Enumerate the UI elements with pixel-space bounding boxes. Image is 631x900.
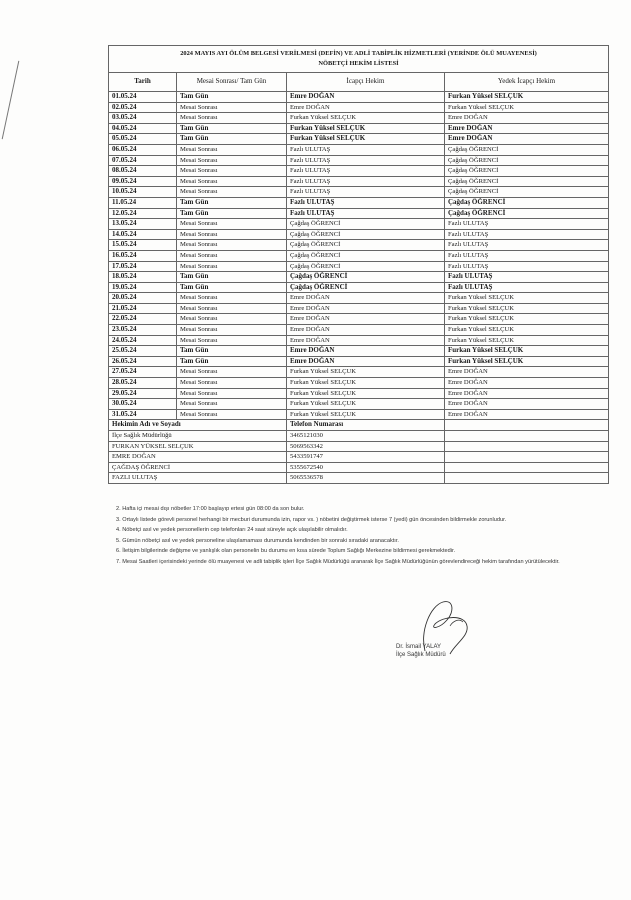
shift-type-cell: Mesai Sonrası bbox=[177, 314, 287, 325]
table-row bbox=[109, 219, 609, 230]
backup-doctor-cell: Çağdaş ÖĞRENCİ bbox=[445, 155, 609, 166]
contact-phone-cell: 5355672540 bbox=[287, 462, 445, 473]
contact-phone-cell: 3465121030 bbox=[287, 431, 445, 442]
backup-doctor-cell: Furkan Yüksel SELÇUK bbox=[445, 346, 609, 357]
contact-phone-cell: 5065536578 bbox=[287, 473, 445, 484]
backup-doctor-cell: Furkan Yüksel SELÇUK bbox=[445, 293, 609, 304]
backup-doctor-cell: Fazlı ULUTAŞ bbox=[445, 272, 609, 283]
main-doctor-cell: Emre DOĞAN bbox=[287, 335, 445, 346]
column-header-backup-doctor: Yedek İcapçı Hekim bbox=[445, 73, 609, 92]
note-item: 6. İletişim bilgilerinde değişme ve yanlışlık olan personelin bu durumu en kısa sürede Toplum Sağlığı Merkezine bildirmesi gerekmektedir. bbox=[116, 548, 456, 555]
backup-doctor-cell: Fazlı ULUTAŞ bbox=[445, 219, 609, 230]
main-doctor-cell: Emre DOĞAN bbox=[287, 356, 445, 367]
main-doctor-cell: Çağdaş ÖĞRENCİ bbox=[287, 261, 445, 272]
date-cell: 16.05.24 bbox=[109, 250, 177, 261]
table-row bbox=[109, 378, 609, 389]
date-cell: 26.05.24 bbox=[109, 356, 177, 367]
contact-phone-cell: 5433591747 bbox=[287, 452, 445, 463]
main-doctor-cell: Çağdaş ÖĞRENCİ bbox=[287, 250, 445, 261]
contact-name-cell: FAZLI ULUTAŞ bbox=[109, 473, 287, 484]
main-doctor-cell: Emre DOĞAN bbox=[287, 303, 445, 314]
table-row bbox=[109, 303, 609, 314]
main-doctor-cell: Furkan Yüksel SELÇUK bbox=[287, 123, 445, 134]
date-cell: 25.05.24 bbox=[109, 346, 177, 357]
main-doctor-cell: Furkan Yüksel SELÇUK bbox=[287, 134, 445, 145]
table-row bbox=[109, 166, 609, 177]
contact-row bbox=[109, 473, 609, 484]
shift-type-cell: Mesai Sonrası bbox=[177, 378, 287, 389]
contact-row bbox=[109, 431, 609, 442]
main-doctor-cell: Furkan Yüksel SELÇUK bbox=[287, 113, 445, 124]
column-header-main-doctor: İcapçı Hekim bbox=[287, 73, 445, 92]
table-header-row bbox=[109, 73, 609, 92]
main-doctor-cell: Emre DOĞAN bbox=[287, 314, 445, 325]
shift-type-cell: Mesai Sonrası bbox=[177, 399, 287, 410]
duty-schedule-table bbox=[108, 45, 609, 484]
contact-name-cell: FURKAN YÜKSEL SELÇUK bbox=[109, 441, 287, 452]
shift-type-cell: Mesai Sonrası bbox=[177, 155, 287, 166]
backup-doctor-cell: Emre DOĞAN bbox=[445, 388, 609, 399]
shift-type-cell: Tam Gün bbox=[177, 134, 287, 145]
date-cell: 31.05.24 bbox=[109, 409, 177, 420]
table-row bbox=[109, 409, 609, 420]
contact-row bbox=[109, 441, 609, 452]
shift-type-cell: Mesai Sonrası bbox=[177, 409, 287, 420]
empty-cell bbox=[445, 420, 609, 431]
table-row bbox=[109, 113, 609, 124]
table-row bbox=[109, 272, 609, 283]
backup-doctor-cell: Çağdaş ÖĞRENCİ bbox=[445, 144, 609, 155]
backup-doctor-cell: Furkan Yüksel SELÇUK bbox=[445, 314, 609, 325]
date-cell: 28.05.24 bbox=[109, 378, 177, 389]
main-doctor-cell: Fazlı ULUTAŞ bbox=[287, 197, 445, 208]
shift-type-cell: Mesai Sonrası bbox=[177, 335, 287, 346]
backup-doctor-cell: Çağdaş ÖĞRENCİ bbox=[445, 176, 609, 187]
backup-doctor-cell: Çağdaş ÖĞRENCİ bbox=[445, 208, 609, 219]
backup-doctor-cell: Çağdaş ÖĞRENCİ bbox=[445, 197, 609, 208]
date-cell: 05.05.24 bbox=[109, 134, 177, 145]
date-cell: 03.05.24 bbox=[109, 113, 177, 124]
backup-doctor-cell: Emre DOĞAN bbox=[445, 399, 609, 410]
backup-doctor-cell: Furkan Yüksel SELÇUK bbox=[445, 92, 609, 103]
paper-edge-mark bbox=[2, 61, 20, 139]
date-cell: 30.05.24 bbox=[109, 399, 177, 410]
shift-type-cell: Mesai Sonrası bbox=[177, 113, 287, 124]
table-row bbox=[109, 346, 609, 357]
table-row bbox=[109, 399, 609, 410]
shift-type-cell: Tam Gün bbox=[177, 346, 287, 357]
shift-type-cell: Mesai Sonrası bbox=[177, 176, 287, 187]
table-row bbox=[109, 293, 609, 304]
main-doctor-cell: Fazlı ULUTAŞ bbox=[287, 155, 445, 166]
signature-name: Dr. İsmail YALAY bbox=[396, 644, 442, 650]
note-item: 7. Mesai Saatleri içerisindeki yerinde ölü muayenesi ve adli tabiplik işleri İlçe Sağlık Müdürlüğü aranarak İlçe Sağlık Müdürlüğünün görevlendireceği hekim tarafından yürütülecektir. bbox=[116, 558, 560, 565]
table-row bbox=[109, 102, 609, 113]
column-header-type: Mesai Sonrası/ Tam Gün bbox=[177, 73, 287, 92]
table-row bbox=[109, 187, 609, 198]
contact-row bbox=[109, 462, 609, 473]
backup-doctor-cell: Fazlı ULUTAŞ bbox=[445, 240, 609, 251]
shift-type-cell: Mesai Sonrası bbox=[177, 325, 287, 336]
date-cell: 11.05.24 bbox=[109, 197, 177, 208]
table-row bbox=[109, 155, 609, 166]
empty-cell bbox=[445, 441, 609, 452]
date-cell: 19.05.24 bbox=[109, 282, 177, 293]
shift-type-cell: Mesai Sonrası bbox=[177, 388, 287, 399]
date-cell: 06.05.24 bbox=[109, 144, 177, 155]
table-row bbox=[109, 123, 609, 134]
shift-type-cell: Tam Gün bbox=[177, 356, 287, 367]
contact-name-cell: İlçe Sağlık Müdürlüğü bbox=[109, 431, 287, 442]
table-row bbox=[109, 261, 609, 272]
table-row bbox=[109, 325, 609, 336]
backup-doctor-cell: Fazlı ULUTAŞ bbox=[445, 229, 609, 240]
table-row bbox=[109, 367, 609, 378]
backup-doctor-cell: Furkan Yüksel SELÇUK bbox=[445, 335, 609, 346]
shift-type-cell: Tam Gün bbox=[177, 282, 287, 293]
date-cell: 27.05.24 bbox=[109, 367, 177, 378]
table-row bbox=[109, 314, 609, 325]
main-doctor-cell: Emre DOĞAN bbox=[287, 325, 445, 336]
table-row bbox=[109, 250, 609, 261]
table-row bbox=[109, 356, 609, 367]
backup-doctor-cell: Çağdaş ÖĞRENCİ bbox=[445, 166, 609, 177]
table-row bbox=[109, 388, 609, 399]
table-row bbox=[109, 144, 609, 155]
shift-type-cell: Mesai Sonrası bbox=[177, 187, 287, 198]
main-doctor-cell: Fazlı ULUTAŞ bbox=[287, 187, 445, 198]
contact-phone-cell: 5069563342 bbox=[287, 441, 445, 452]
contacts-header-row bbox=[109, 420, 609, 431]
contact-name-cell: EMRE DOĞAN bbox=[109, 452, 287, 463]
main-doctor-cell: Çağdaş ÖĞRENCİ bbox=[287, 229, 445, 240]
date-cell: 15.05.24 bbox=[109, 240, 177, 251]
main-doctor-cell: Çağdaş ÖĞRENCİ bbox=[287, 272, 445, 283]
date-cell: 10.05.24 bbox=[109, 187, 177, 198]
note-item: 3. Ortaylı listede görevli personel herhangi bir mecburi durumunda izin, rapor vs. ) nöbetini değiştirmek isterse 7 (yedi) gün öncesinden bildirmekle zorunludur. bbox=[116, 516, 507, 523]
shift-type-cell: Mesai Sonrası bbox=[177, 144, 287, 155]
signature-title: İlçe Sağlık Müdürü bbox=[396, 652, 446, 658]
title-line-2: NÖBETÇİ HEKİM LİSTESİ bbox=[318, 60, 399, 67]
backup-doctor-cell: Çağdaş ÖĞRENCİ bbox=[445, 187, 609, 198]
document-title bbox=[109, 46, 609, 73]
backup-doctor-cell: Furkan Yüksel SELÇUK bbox=[445, 325, 609, 336]
backup-doctor-cell: Furkan Yüksel SELÇUK bbox=[445, 303, 609, 314]
date-cell: 12.05.24 bbox=[109, 208, 177, 219]
date-cell: 20.05.24 bbox=[109, 293, 177, 304]
shift-type-cell: Mesai Sonrası bbox=[177, 303, 287, 314]
main-doctor-cell: Emre DOĞAN bbox=[287, 293, 445, 304]
shift-type-cell: Mesai Sonrası bbox=[177, 250, 287, 261]
backup-doctor-cell: Emre DOĞAN bbox=[445, 134, 609, 145]
shift-type-cell: Mesai Sonrası bbox=[177, 166, 287, 177]
main-doctor-cell: Furkan Yüksel SELÇUK bbox=[287, 367, 445, 378]
column-header-date: Tarih bbox=[109, 73, 177, 92]
main-doctor-cell: Fazlı ULUTAŞ bbox=[287, 166, 445, 177]
empty-cell bbox=[445, 452, 609, 463]
contacts-header-phone: Telefon Numarası bbox=[287, 420, 445, 431]
empty-cell bbox=[445, 473, 609, 484]
date-cell: 14.05.24 bbox=[109, 229, 177, 240]
table-row bbox=[109, 208, 609, 219]
main-doctor-cell: Furkan Yüksel SELÇUK bbox=[287, 409, 445, 420]
note-item: 5. Gümün nöbetçi asıl ve yedek personeline ulaşılamaması durumunda kendinden bir sonraki sıradaki aranacaktır. bbox=[116, 537, 399, 544]
date-cell: 13.05.24 bbox=[109, 219, 177, 230]
table-row bbox=[109, 134, 609, 145]
date-cell: 04.05.24 bbox=[109, 123, 177, 134]
title-line-1: 2024 MAYIS AYI ÖLÜM BELGESİ VERİLMESİ (DEFİN) VE ADLİ TABİPLİK HİZMETLERİ (YERİNDE ÖLÜ MUAYENESİ) bbox=[180, 50, 537, 57]
notes-section bbox=[116, 506, 611, 570]
main-doctor-cell: Fazlı ULUTAŞ bbox=[287, 208, 445, 219]
date-cell: 17.05.24 bbox=[109, 261, 177, 272]
backup-doctor-cell: Emre DOĞAN bbox=[445, 378, 609, 389]
shift-type-cell: Mesai Sonrası bbox=[177, 367, 287, 378]
table-row bbox=[109, 282, 609, 293]
main-doctor-cell: Furkan Yüksel SELÇUK bbox=[287, 378, 445, 389]
backup-doctor-cell: Fazlı ULUTAŞ bbox=[445, 261, 609, 272]
shift-type-cell: Mesai Sonrası bbox=[177, 229, 287, 240]
table-row bbox=[109, 229, 609, 240]
note-item: 4. Nöbetçi asıl ve yedek personellerin cep telefonları 24 saat süreyle açık ulaşılabilir olmalıdır. bbox=[116, 527, 348, 534]
date-cell: 09.05.24 bbox=[109, 176, 177, 187]
shift-type-cell: Tam Gün bbox=[177, 123, 287, 134]
shift-type-cell: Mesai Sonrası bbox=[177, 102, 287, 113]
contacts-header-name: Hekimin Adı ve Soyadı bbox=[109, 420, 287, 431]
table-row bbox=[109, 197, 609, 208]
shift-type-cell: Tam Gün bbox=[177, 208, 287, 219]
empty-cell bbox=[445, 462, 609, 473]
main-doctor-cell: Emre DOĞAN bbox=[287, 92, 445, 103]
contact-row bbox=[109, 452, 609, 463]
main-doctor-cell: Furkan Yüksel SELÇUK bbox=[287, 399, 445, 410]
empty-cell bbox=[445, 431, 609, 442]
main-doctor-cell: Fazlı ULUTAŞ bbox=[287, 144, 445, 155]
main-doctor-cell: Furkan Yüksel SELÇUK bbox=[287, 388, 445, 399]
backup-doctor-cell: Emre DOĞAN bbox=[445, 123, 609, 134]
shift-type-cell: Mesai Sonrası bbox=[177, 293, 287, 304]
backup-doctor-cell: Emre DOĞAN bbox=[445, 113, 609, 124]
shift-type-cell: Tam Gün bbox=[177, 92, 287, 103]
main-doctor-cell: Çağdaş ÖĞRENCİ bbox=[287, 282, 445, 293]
signature-block bbox=[396, 643, 446, 659]
main-doctor-cell: Fazlı ULUTAŞ bbox=[287, 176, 445, 187]
table-row bbox=[109, 176, 609, 187]
backup-doctor-cell: Fazlı ULUTAŞ bbox=[445, 282, 609, 293]
date-cell: 24.05.24 bbox=[109, 335, 177, 346]
main-doctor-cell: Emre DOĞAN bbox=[287, 102, 445, 113]
date-cell: 07.05.24 bbox=[109, 155, 177, 166]
shift-type-cell: Mesai Sonrası bbox=[177, 219, 287, 230]
date-cell: 22.05.24 bbox=[109, 314, 177, 325]
shift-type-cell: Mesai Sonrası bbox=[177, 261, 287, 272]
backup-doctor-cell: Emre DOĞAN bbox=[445, 409, 609, 420]
main-doctor-cell: Çağdaş ÖĞRENCİ bbox=[287, 219, 445, 230]
table-row bbox=[109, 240, 609, 251]
date-cell: 21.05.24 bbox=[109, 303, 177, 314]
backup-doctor-cell: Furkan Yüksel SELÇUK bbox=[445, 102, 609, 113]
date-cell: 08.05.24 bbox=[109, 166, 177, 177]
table-row bbox=[109, 92, 609, 103]
date-cell: 18.05.24 bbox=[109, 272, 177, 283]
date-cell: 23.05.24 bbox=[109, 325, 177, 336]
note-item: 2. Hafta içi mesai dışı nöbetler 17:00 başlayıp ertesi gün 08:00 da son bulur. bbox=[116, 506, 305, 512]
shift-type-cell: Tam Gün bbox=[177, 197, 287, 208]
backup-doctor-cell: Fazlı ULUTAŞ bbox=[445, 250, 609, 261]
backup-doctor-cell: Furkan Yüksel SELÇUK bbox=[445, 356, 609, 367]
table-row bbox=[109, 335, 609, 346]
main-doctor-cell: Emre DOĞAN bbox=[287, 346, 445, 357]
contact-name-cell: ÇAĞDAŞ ÖĞRENCİ bbox=[109, 462, 287, 473]
date-cell: 29.05.24 bbox=[109, 388, 177, 399]
shift-type-cell: Mesai Sonrası bbox=[177, 240, 287, 251]
shift-type-cell: Tam Gün bbox=[177, 272, 287, 283]
date-cell: 02.05.24 bbox=[109, 102, 177, 113]
date-cell: 01.05.24 bbox=[109, 92, 177, 103]
backup-doctor-cell: Emre DOĞAN bbox=[445, 367, 609, 378]
main-doctor-cell: Çağdaş ÖĞRENCİ bbox=[287, 240, 445, 251]
